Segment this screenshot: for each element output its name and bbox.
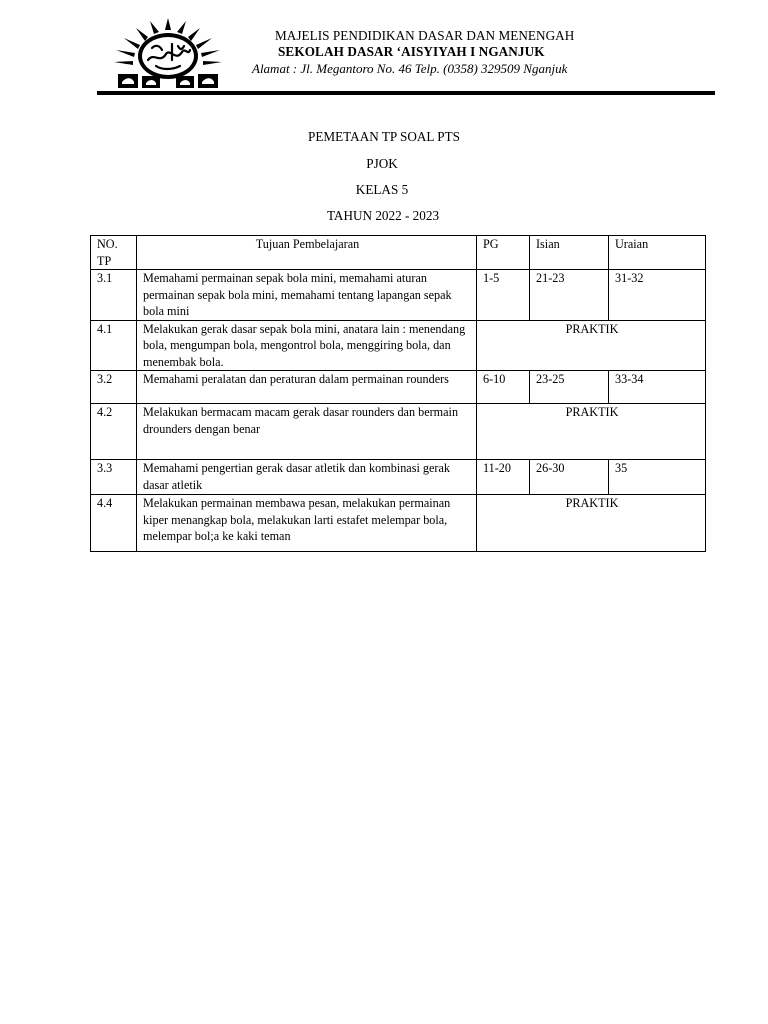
cell-tujuan: Melakukan gerak dasar sepak bola mini, anatara lain : menendang bola, mengumpan bola, mengontrol bola, menggiring bola, dan menembak bola. (137, 320, 477, 371)
header-no-tp: NO. TP (91, 236, 137, 270)
cell-praktik: PRAKTIK (477, 404, 706, 460)
cell-no: 3.2 (91, 371, 137, 404)
cell-praktik: PRAKTIK (477, 320, 706, 371)
cell-no: 4.2 (91, 404, 137, 460)
document-class: KELAS 5 (355, 182, 409, 197)
school-name: SEKOLAH DASAR ‘AISYIYAH I NGANJUK (278, 44, 545, 59)
mapping-table (90, 235, 706, 552)
cell-tujuan: Memahami pengertian gerak dasar atletik dan kombinasi gerak dasar atletik (137, 460, 477, 495)
header-tujuan-pembelajaran: Tujuan Pembelajaran (137, 236, 477, 270)
school-address: Alamat : Jl. Megantoro No. 46 Telp. (0358) 329509 Nganjuk (252, 61, 568, 76)
table-row (91, 270, 706, 321)
cell-no: 4.1 (91, 320, 137, 371)
document-year: TAHUN 2022 - 2023 (326, 208, 440, 223)
cell-isian: 26-30 (530, 460, 609, 495)
cell-isian: 21-23 (530, 270, 609, 321)
letterhead-divider (97, 91, 715, 95)
cell-isian: 23-25 (530, 371, 609, 404)
cell-praktik: PRAKTIK (477, 495, 706, 552)
cell-tujuan: Melakukan bermacam macam gerak dasar rounders dan bermain drounders dengan benar (137, 404, 477, 460)
table-header-row (91, 236, 706, 270)
cell-uraian: 31-32 (609, 270, 706, 321)
document-subject: PJOK (366, 156, 398, 171)
table-row (91, 460, 706, 495)
cell-tujuan: Melakukan permainan membawa pesan, melakukan permainan kiper menangkap bola, melakukan larti estafet melempar bola, melempar bol;a ke kaki teman (137, 495, 477, 552)
organization-name: MAJELIS PENDIDIKAN DASAR DAN MENENGAH (275, 28, 575, 43)
cell-no: 3.3 (91, 460, 137, 495)
table-row (91, 371, 706, 404)
header-uraian: Uraian (609, 236, 706, 270)
table-row (91, 495, 706, 552)
table-row (91, 404, 706, 460)
header-isian: Isian (530, 236, 609, 270)
cell-no: 4.4 (91, 495, 137, 552)
cell-pg: 1-5 (477, 270, 530, 321)
cell-tujuan: Memahami permainan sepak bola mini, memahami aturan permainan sepak bola mini, memahami tentang lapangan sepak bola mini (137, 270, 477, 321)
cell-uraian: 33-34 (609, 371, 706, 404)
header-pg: PG (477, 236, 530, 270)
cell-pg: 6-10 (477, 371, 530, 404)
table-row (91, 320, 706, 371)
cell-no: 3.1 (91, 270, 137, 321)
document-title: PEMETAAN TP SOAL PTS (308, 129, 460, 144)
school-logo (110, 16, 226, 92)
cell-tujuan: Memahami peralatan dan peraturan dalam permainan rounders (137, 371, 477, 404)
cell-pg: 11-20 (477, 460, 530, 495)
cell-uraian: 35 (609, 460, 706, 495)
